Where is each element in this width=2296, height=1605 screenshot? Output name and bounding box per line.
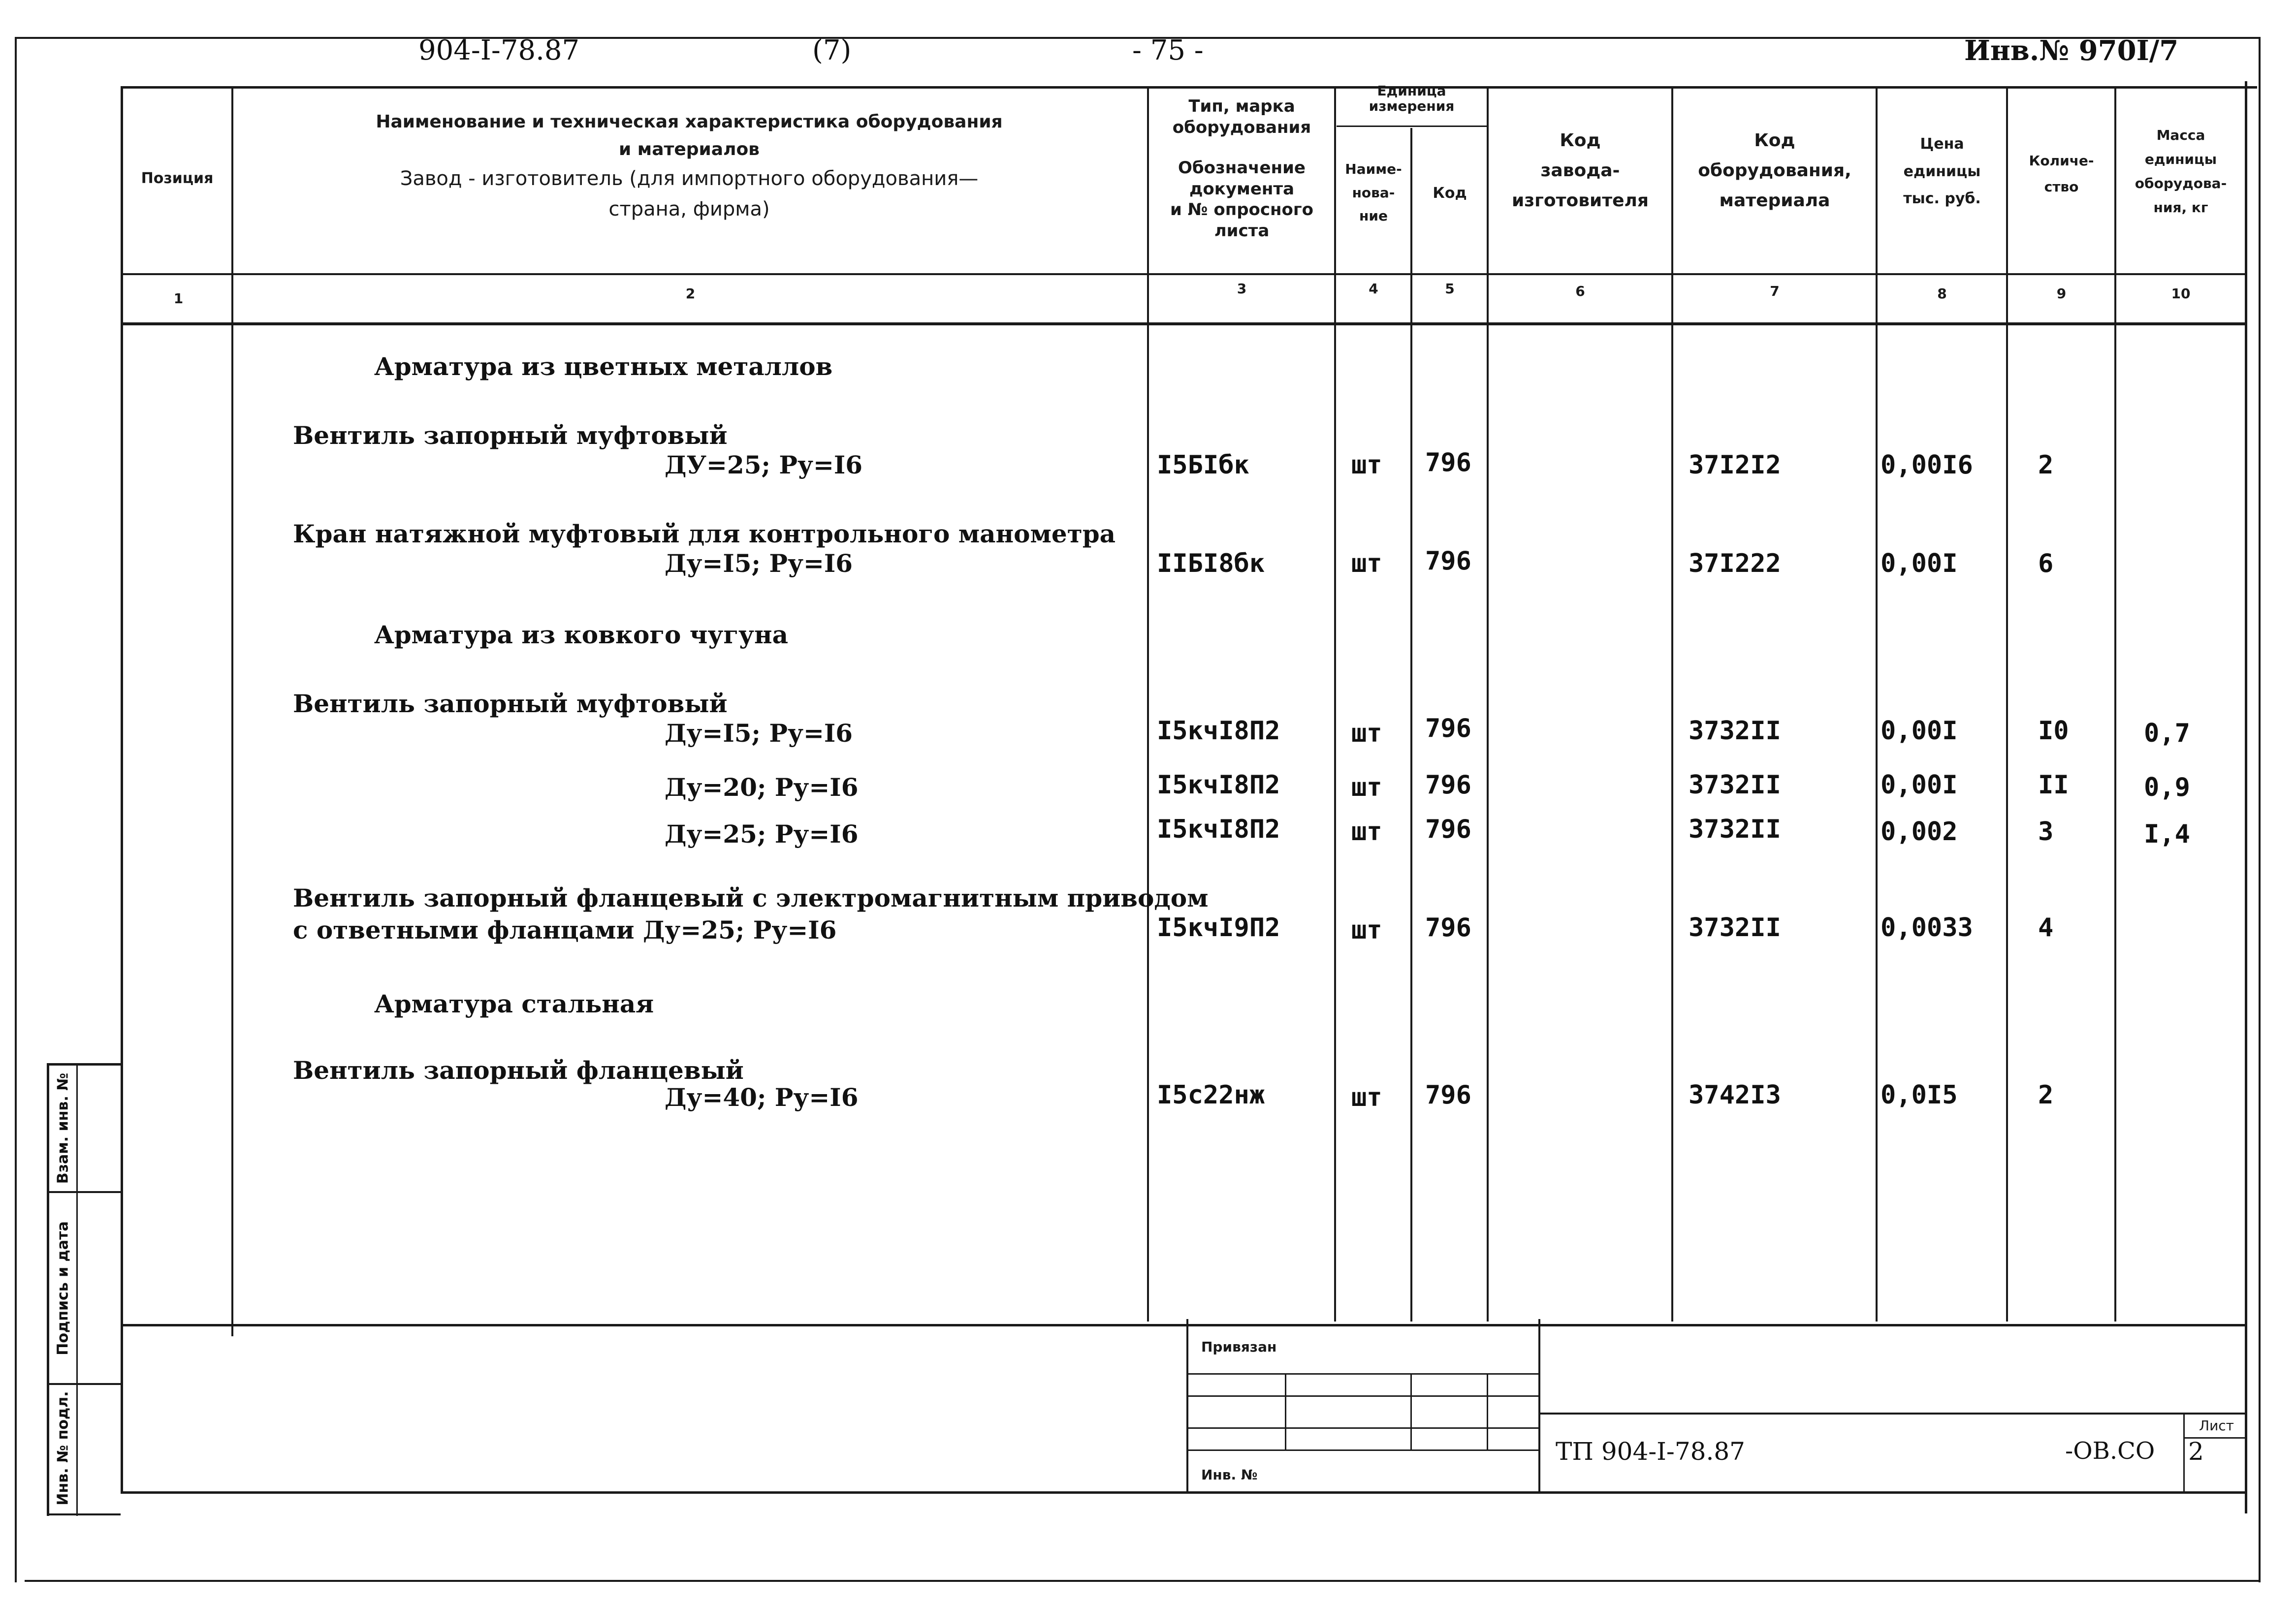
row4-unit: шт: [1351, 773, 1382, 802]
row2-name: Кран натяжной муфтовый для контрольного манометра: [293, 519, 1116, 548]
row1-type: I5БIбк: [1157, 450, 1249, 480]
row7-name: Вентиль запорный фланцевый: [293, 1056, 744, 1085]
row5-qty: 3: [2038, 817, 2054, 847]
row3-qty: I0: [2038, 716, 2069, 746]
row4-qty: II: [2038, 770, 2069, 800]
row5-type: I5кчI8П2: [1157, 815, 1280, 844]
side-strip-left: [47, 1063, 49, 1516]
col-line-3: [1334, 86, 1336, 1322]
col-header-mass-l4: ния, кг: [2153, 199, 2208, 216]
doc-number: 904-I-78.87: [418, 34, 580, 66]
row1-spec: ДУ=25; Ру=I6: [665, 450, 863, 479]
side-label-inv-podl: Инв. № подл.: [54, 1391, 72, 1506]
section-number: (7): [812, 34, 852, 66]
header-bottom-line: [123, 322, 2245, 325]
col-header-qty-l1: Количе-: [2029, 153, 2094, 169]
row3-mass: 0,7: [2144, 719, 2190, 748]
row3-spec: Ду=I5; Ру=I6: [665, 719, 853, 748]
row6-type: I5кчI9П2: [1157, 913, 1280, 943]
section-malleable-iron: Арматура из ковкого чугуна: [374, 620, 788, 649]
col-header-price-l3: тыс. руб.: [1903, 190, 1981, 207]
row3-unit: шт: [1351, 719, 1382, 748]
row7-equip: 3742I3: [1689, 1080, 1781, 1110]
col-header-mass-l2: единицы: [2144, 151, 2217, 167]
stamp-sheet-number: 2: [2188, 1437, 2204, 1466]
row7-type: I5с22нж: [1157, 1080, 1265, 1110]
row4-spec: Ду=20; Ру=I6: [665, 773, 859, 802]
col-line-2: [1147, 86, 1149, 1322]
col-num-1: 1: [173, 290, 184, 307]
col-header-type-l6: листа: [1214, 220, 1270, 241]
row3-name: Вентиль запорный муфтовый: [293, 689, 728, 718]
col-header-qty-l2: ство: [2044, 179, 2079, 195]
stamp-sheet-divider: [2183, 1413, 2185, 1494]
stamp-suffix: -ОВ.СО: [2065, 1437, 2155, 1465]
row1-unit: шт: [1351, 450, 1382, 480]
col-header-name: [236, 108, 1142, 224]
stamp-col-a: [1285, 1373, 1286, 1449]
row5-equip: 3732II: [1689, 815, 1781, 844]
col-header-name-l3: Завод - изготовитель (для импортного оборудования—: [400, 167, 979, 190]
col-header-equip-l3: материала: [1719, 190, 1830, 211]
col-header-equip-l2: оборудования,: [1698, 160, 1851, 181]
page-number: - 75 -: [1132, 34, 1204, 66]
col-header-unit-name-l3: ние: [1359, 208, 1388, 224]
col-header-mfr-l1: Код: [1560, 130, 1601, 151]
col-header-price-l2: единицы: [1903, 162, 1981, 180]
row3-type: I5кчI8П2: [1157, 716, 1280, 746]
col-header-type-l4: документа: [1189, 179, 1295, 199]
stamp-sheet-label: Лист: [2199, 1417, 2234, 1434]
row3-equip: 3732II: [1689, 716, 1781, 746]
row6-code: 796: [1425, 913, 1471, 943]
col-header-equip: [1674, 126, 1876, 216]
row2-spec: Ду=I5; Ру=I6: [665, 549, 853, 578]
unit-split-line: [1337, 126, 1487, 127]
col-line-8: [2006, 86, 2008, 1322]
col-header-mfr: [1489, 126, 1671, 216]
row5-price: 0,002: [1881, 817, 1958, 847]
stamp-left-border: [1186, 1319, 1188, 1494]
row4-type: I5кчI8П2: [1157, 770, 1280, 800]
row2-code: 796: [1425, 546, 1471, 576]
table-bottom-line: [123, 1324, 2245, 1326]
col-header-price: [1878, 130, 2006, 213]
row1-qty: 2: [2038, 450, 2054, 480]
col-line-7: [1876, 86, 1878, 1322]
col-header-mfr-l2: завода-: [1540, 160, 1620, 181]
col-header-mass-l1: Масса: [2156, 127, 2205, 143]
row1-price: 0,00I6: [1881, 450, 1973, 480]
inner-frame-bottom: [121, 1491, 2247, 1494]
col-header-type: [1149, 96, 1334, 241]
col-num-7: 7: [1770, 283, 1780, 299]
row1-equip: 37I2I2: [1689, 450, 1781, 480]
col-header-qty: [2009, 148, 2114, 200]
row4-price: 0,00I: [1881, 770, 1958, 800]
col-num-5: 5: [1445, 281, 1455, 297]
col-header-unit-l1: Единица: [1377, 83, 1446, 99]
row6-name-line1: Вентиль запорный фланцевый с электромагнитным приводом: [293, 883, 1209, 913]
row6-unit: шт: [1351, 915, 1382, 945]
row2-unit: шт: [1351, 549, 1382, 578]
col-num-9: 9: [2056, 285, 2067, 302]
col-header-equip-l1: Код: [1754, 130, 1795, 151]
inner-frame-right: [2245, 81, 2247, 1513]
col-num-4: 4: [1369, 281, 1378, 297]
col-header-name-l2: и материалов: [619, 139, 760, 159]
row6-name-line2: с ответными фланцами Ду=25; Ру=I6: [293, 915, 837, 944]
col-header-price-l1: Цена: [1920, 135, 1964, 153]
stamp-row-2: [1186, 1395, 1538, 1397]
side-strip-top: [47, 1063, 121, 1066]
row3-code: 796: [1425, 714, 1471, 743]
row7-spec: Ду=40; Ру=I6: [665, 1083, 859, 1112]
col-header-type-l3: Обозначение: [1178, 158, 1306, 178]
outer-frame-bottom: [25, 1580, 2260, 1582]
stamp-doc-code: ТП 904-I-78.87: [1556, 1437, 1745, 1466]
row1-code: 796: [1425, 448, 1471, 477]
row5-spec: Ду=25; Ру=I6: [665, 819, 859, 849]
side-label-podpis: Подпись и дата: [54, 1221, 72, 1355]
col-line-9: [2114, 86, 2116, 1322]
row5-unit: шт: [1351, 817, 1382, 847]
stamp-col-c: [1487, 1373, 1488, 1449]
section-nonferrous: Арматура из цветных металлов: [374, 352, 833, 381]
row7-code: 796: [1425, 1080, 1471, 1110]
stamp-privyazan: Привязан: [1201, 1339, 1277, 1355]
row6-price: 0,0033: [1881, 913, 1973, 943]
col-header-mfr-l3: изготовителя: [1511, 190, 1649, 211]
col-header-mass: [2117, 123, 2245, 220]
row3-price: 0,00I: [1881, 716, 1958, 746]
side-strip-sep1: [47, 1191, 121, 1193]
col-num-8: 8: [1937, 285, 1947, 302]
col-num-2: 2: [685, 285, 696, 302]
stamp-inv-no: Инв. №: [1201, 1467, 1258, 1483]
col-header-unit-name-l1: Наиме-: [1345, 161, 1402, 177]
col-num-6: 6: [1575, 283, 1585, 299]
col-header-mass-l3: оборудова-: [2135, 175, 2227, 191]
col-header-type-l2: оборудования: [1172, 117, 1311, 137]
row5-mass: I,4: [2144, 819, 2190, 849]
row4-equip: 3732II: [1689, 770, 1781, 800]
row2-equip: 37I222: [1689, 549, 1781, 578]
col-line-5: [1487, 86, 1489, 1322]
row6-equip: 3732II: [1689, 913, 1781, 943]
row4-code: 796: [1425, 770, 1471, 800]
col-header-type-l5: и № опросного: [1170, 200, 1314, 220]
header-num-line: [123, 273, 2245, 275]
col-header-unit-l2: измерения: [1369, 97, 1455, 114]
col-line-4: [1410, 128, 1412, 1322]
col-header-position: Позиция: [141, 170, 214, 187]
row5-code: 796: [1425, 815, 1471, 844]
outer-frame-left: [15, 37, 17, 1582]
row1-name: Вентиль запорный муфтовый: [293, 421, 728, 450]
row2-qty: 6: [2038, 549, 2054, 578]
stamp-mid-border: [1538, 1319, 1540, 1494]
row2-price: 0,00I: [1881, 549, 1958, 578]
stamp-title-top: [1538, 1413, 2247, 1415]
col-num-10: 10: [2171, 285, 2191, 302]
stamp-row-1: [1186, 1373, 1538, 1375]
inventory-number: Инв.№ 970I/7: [1964, 34, 2179, 67]
row7-qty: 2: [2038, 1080, 2054, 1110]
stamp-row-4: [1186, 1449, 1538, 1451]
col-header-name-l4: страна, фирма): [608, 197, 770, 220]
stamp-col-b: [1410, 1373, 1412, 1449]
outer-frame-right: [2259, 37, 2261, 1582]
col-header-unit-name: [1337, 157, 1410, 228]
row4-mass: 0,9: [2144, 773, 2190, 802]
col-header-name-l1: Наименование и техническая характеристика оборудования: [376, 112, 1003, 132]
col-line-1: [231, 86, 233, 1336]
section-steel: Арматура стальная: [374, 989, 654, 1018]
col-header-unit: [1337, 84, 1487, 114]
row2-type: IIБI8бк: [1157, 549, 1265, 578]
stamp-row-3: [1186, 1427, 1538, 1429]
col-header-unit-code: Код: [1433, 185, 1467, 202]
row7-price: 0,0I5: [1881, 1080, 1958, 1110]
col-line-6: [1671, 86, 1673, 1322]
row7-unit: шт: [1351, 1083, 1382, 1112]
inner-frame-left: [121, 86, 123, 1494]
col-header-unit-name-l2: нова-: [1352, 184, 1395, 201]
col-num-3: 3: [1237, 281, 1247, 297]
inner-frame-top: [121, 86, 2257, 89]
col-header-type-l1: Тип, марка: [1188, 96, 1295, 116]
row6-qty: 4: [2038, 913, 2054, 943]
side-label-vzam: Взам. инв. №: [54, 1072, 72, 1184]
side-strip-div: [76, 1063, 78, 1516]
